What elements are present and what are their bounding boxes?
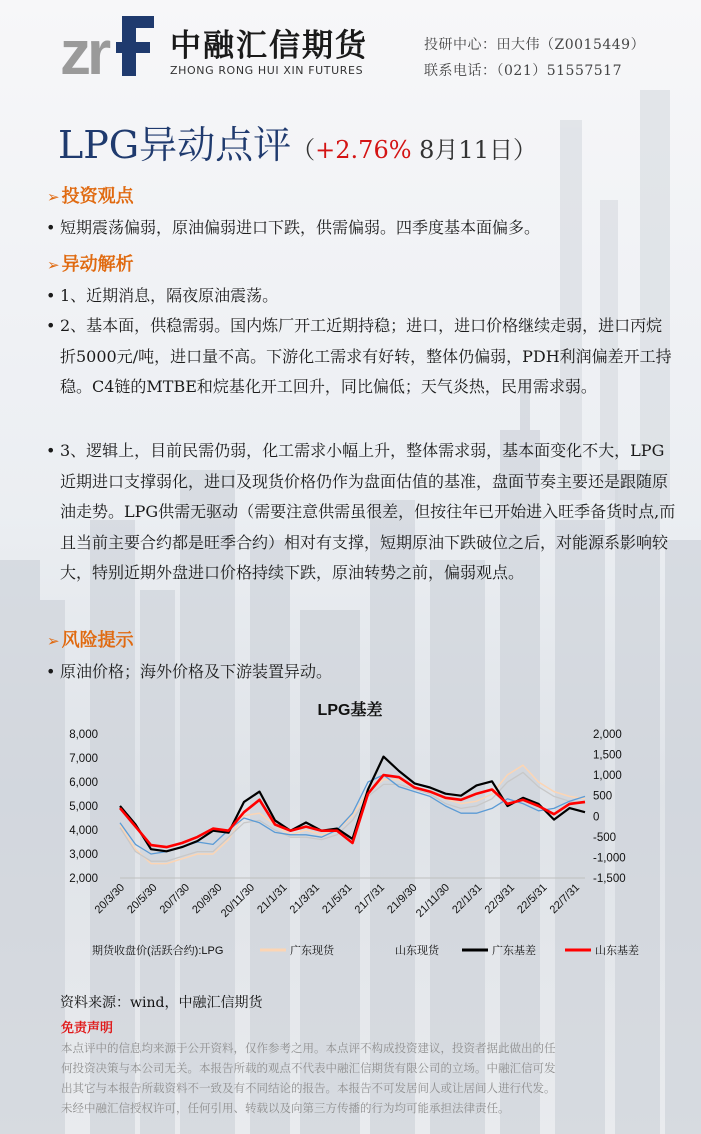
left-axis-tick: 7,000 [69, 753, 98, 765]
section-heading-risk: ➢ 风险提示 [47, 630, 134, 651]
svg-text:zr: zr [60, 19, 108, 80]
arrow-icon: ➢ [47, 256, 60, 274]
x-axis-tick: 22/5/31 [515, 881, 550, 917]
left-axis-tick: 5,000 [69, 801, 98, 813]
bullet-dot-icon: • [46, 316, 56, 335]
bullet-dot-icon: • [46, 441, 56, 460]
legend-label: 期货收盘价(活跃合约):LPG [92, 945, 224, 957]
title-paren-close: ） [512, 136, 537, 164]
disclaimer-text [61, 1038, 651, 1118]
x-axis-tick: 22/1/31 [450, 881, 485, 917]
left-axis-tick: 8,000 [69, 729, 98, 741]
legend-label: 广东基差 [492, 945, 536, 957]
price-change: +2.76% [315, 136, 412, 164]
lpg-basis-chart [40, 690, 670, 980]
page-title [58, 114, 537, 169]
phone-label: 联系电话： [424, 63, 497, 79]
x-axis-tick: 20/5/30 [125, 881, 160, 917]
disclaimer-line: 出其它与本报告所载资料不一致及有不同结论的报告。本报告不可发居间人或让居间人进行代发。 [61, 1081, 556, 1095]
x-axis-tick: 21/5/31 [320, 881, 355, 917]
chart-title: LPG基差 [317, 702, 383, 719]
x-axis-tick: 20/7/30 [157, 881, 193, 917]
disclaimer-line: 未经中融汇信授权许可，任何引用、转载以及向第三方传播的行为均可能承担法律责任。 [61, 1101, 510, 1115]
bullet-item: • 2、基本面，供稳需弱。国内炼厂开工近期持稳；进口，进口价格继续走弱，进口丙烷折5000元/吨，进口量不高。下游化工需求有好转，整体仍偏弱，PDH利润偏差开工持稳。C4链的MTBE和烷基化开工回升，同比偏低；天气炎热，民用需求弱。 [46, 311, 676, 403]
researcher-label: 投研中心： [424, 37, 497, 53]
x-axis-tick: 20/9/30 [190, 881, 225, 917]
company-logo [60, 12, 160, 80]
legend-label: 山东现货 [395, 945, 439, 957]
bullet-item: • 短期震荡偏弱，原油偏弱进口下跌，供需偏弱。四季度基本面偏多。 [46, 213, 676, 244]
left-axis-tick: 2,000 [69, 873, 98, 885]
bullet-dot-icon: • [46, 286, 56, 305]
x-axis-tick: 22/3/31 [482, 881, 518, 917]
title-paren-open: （ [291, 136, 316, 164]
x-axis-tick: 21/11/30 [413, 881, 453, 920]
right-axis-tick: 2,000 [593, 729, 622, 741]
disclaimer-title: 免责声明 [61, 1021, 114, 1036]
bullet-dot-icon: • [46, 662, 56, 681]
bullet-item: • 1、近期消息，隔夜原油震荡。 [46, 281, 676, 312]
legend-label: 广东现货 [290, 945, 334, 957]
right-axis-tick: 500 [593, 790, 613, 803]
title-main: LPG异动点评 [58, 123, 292, 167]
company-name-en: ZHONG RONG HUI XIN FUTURES [170, 64, 364, 77]
arrow-icon: ➢ [47, 632, 60, 650]
right-axis-tick: -1,000 [593, 852, 626, 865]
right-axis-tick: 0 [593, 811, 600, 824]
section-heading-analysis: ➢ 异动解析 [47, 254, 134, 275]
section-heading-view: ➢ 投资观点 [47, 186, 134, 207]
x-axis-tick: 20/3/30 [92, 881, 128, 917]
researcher-info [424, 34, 645, 54]
right-axis-tick: -500 [593, 831, 617, 844]
x-axis-tick: 21/7/31 [352, 881, 388, 917]
title-date: 8月11日 [411, 136, 513, 164]
x-axis-tick: 21/3/31 [287, 881, 323, 917]
data-source: 资料来源：wind，中融汇信期货 [60, 995, 263, 1011]
disclaimer-line: 本点评中的信息均来源于公开资料，仅作参考之用。本点评不构成投资建议，投资者据此做出的任 [61, 1041, 556, 1055]
x-axis-tick: 22/7/31 [547, 881, 583, 917]
x-axis-tick: 20/11/30 [218, 881, 258, 920]
x-axis-tick: 21/1/31 [255, 881, 290, 917]
legend-label: 山东基差 [595, 945, 639, 957]
disclaimer-line: 何投资决策与本公司无关。本报告所载的观点不代表中融汇信期货有限公司的立场。中融汇信可发 [61, 1061, 556, 1075]
company-name-cn: 中融汇信期货 [170, 28, 368, 64]
bullet-dot-icon: • [46, 218, 56, 237]
left-axis-tick: 6,000 [69, 777, 98, 789]
arrow-icon: ➢ [47, 188, 60, 206]
series-line-2 [120, 772, 585, 861]
x-axis-tick: 21/9/30 [385, 881, 420, 917]
right-axis-tick: -1,500 [593, 873, 626, 885]
phone-number: （021）51557517 [496, 63, 622, 79]
bullet-item: • 3、逻辑上，目前民需仍弱，化工需求小幅上升，整体需求弱，基本面变化不大，LPG近期进口支撑弱化，进口及现货价格仍作为盘面估值的基准，盘面节奏主要还是跟随原油走势。LPG供需无驱动（需要注意供需虽很差，但按往年已开始进入旺季备货时点,而且当前主要合约都是旺季合约）相对有支撑，短期原油下跌破位之后，对能源系影响较大，特别近期外盘进口价格持续下跌，原油转势之前，偏弱观点。 [46, 436, 676, 589]
researcher-name: 田大伟（Z0015449） [496, 37, 646, 53]
left-axis-tick: 4,000 [69, 825, 98, 837]
bullet-item: • 原油价格；海外价格及下游装置异动。 [46, 657, 676, 688]
right-axis-tick: 1,000 [593, 770, 622, 783]
phone-info [424, 60, 622, 80]
left-axis-tick: 3,000 [69, 849, 98, 861]
series-line-1 [120, 765, 585, 863]
right-axis-tick: 1,500 [593, 749, 622, 762]
